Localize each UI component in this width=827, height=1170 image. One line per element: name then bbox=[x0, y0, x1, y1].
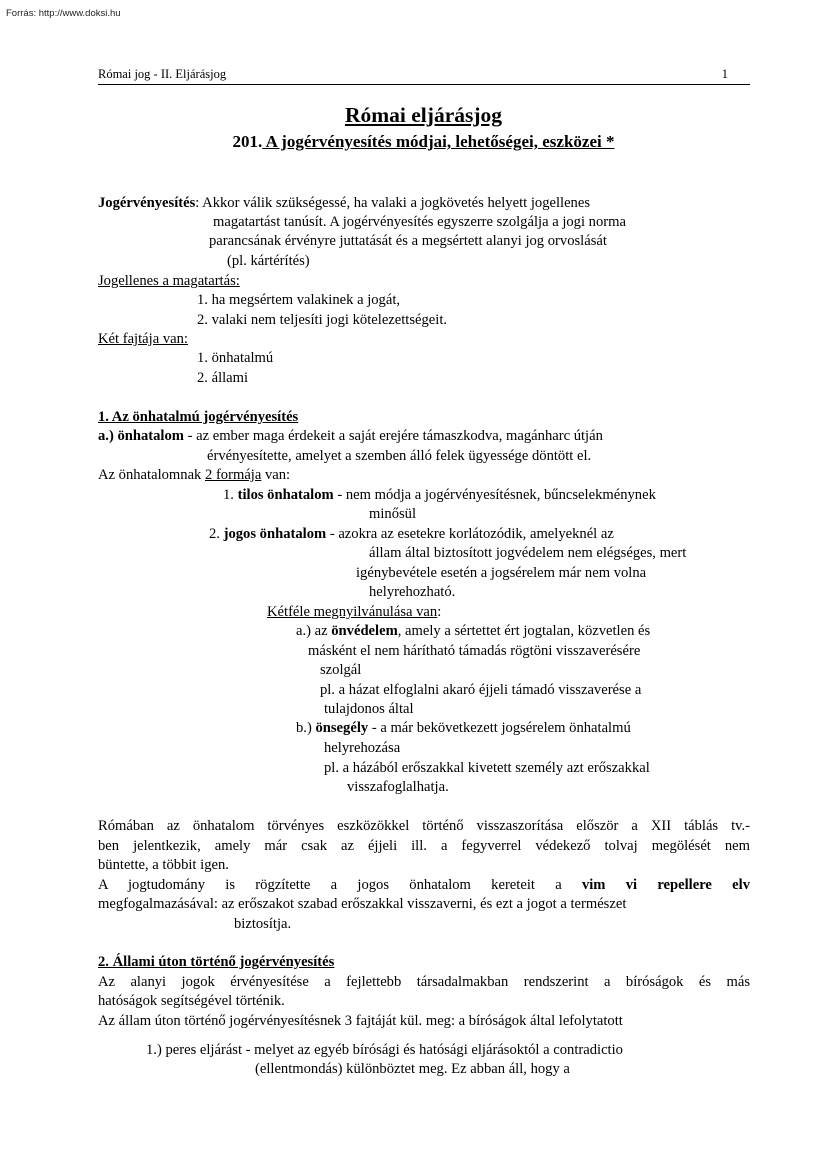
source-url: Forrás: http://www.doksi.hu bbox=[6, 8, 121, 19]
selfhelp-line-2: érvényesítette, amelyet a szemben álló felek ügyessége döntött el. bbox=[207, 448, 592, 464]
types-item-2: 2. állami bbox=[197, 370, 249, 386]
unlawful-item-2: 2. valaki nem teljesíti jogi kötelezettségeit. bbox=[197, 312, 448, 328]
selfdefense-line-2: másként el nem hárítható támadás rögtöni visszaverésére bbox=[308, 643, 641, 659]
doctrine-line-1: A jogtudomány is rögzítette a jogos önhatalom kereteit a vim vi repellere elv bbox=[98, 877, 750, 893]
selfdefense-example-1: pl. a házat elfoglalni akaró éjjeli támadó visszaverése a bbox=[320, 682, 642, 698]
types-item-1: 1. önhatalmú bbox=[197, 350, 274, 366]
definition-line-4: (pl. kártérítés) bbox=[227, 253, 310, 269]
rome-paragraph-line-1: Rómában az önhatalom törvényes eszközökkel történő visszaszorítása először a XII táblás tv.- bbox=[98, 818, 750, 834]
selfhelp-line-1: a.) önhatalom - az ember maga érdekeit a saját erejére támaszkodva, magánharc útján bbox=[98, 428, 603, 444]
manifestations-heading: Kétféle megnyilvánulása van: bbox=[267, 604, 442, 620]
lawful-line-1: 2. jogos önhatalom - azokra az esetekre korlátozódik, amelyeknél az bbox=[209, 526, 614, 542]
section-title: 201. A jogérvényesítés módjai, lehetőségei, eszközei * bbox=[232, 132, 615, 151]
forbidden-line-1: 1. tilos önhatalom - nem módja a jogérvényesítésnek, bűncselekménynek bbox=[223, 487, 656, 503]
state-paragraph-line-3: Az állam úton történő jogérvényesítésnek 3 fajtáját kül. meg: a bíróságok által lefolytatott bbox=[98, 1013, 623, 1029]
section-1-heading: 1. Az önhatalmú jogérvényesítés bbox=[98, 409, 299, 425]
lawful-line-3: igénybevétele esetén a jogsérelem már nem volna bbox=[356, 565, 647, 581]
definition-line-1: Jogérvényesítés: Akkor válik szükségessé, ha valaki a jogkövetés helyett jogellenes bbox=[98, 195, 591, 211]
unlawful-heading: Jogellenes a magatartás: bbox=[98, 273, 240, 289]
header-title: Római jog - II. Eljárásjog bbox=[98, 67, 227, 81]
selfdefense-example-2: tulajdonos által bbox=[324, 701, 414, 717]
document-title: Római eljárásjog bbox=[344, 103, 503, 127]
lawful-line-4: helyrehozható. bbox=[369, 584, 456, 600]
forbidden-line-2: minősül bbox=[369, 506, 417, 522]
litigation-line-2: (ellentmondás) különböztet meg. Ez abban áll, hogy a bbox=[255, 1061, 570, 1077]
unlawful-item-1: 1. ha megsértem valakinek a jogát, bbox=[197, 292, 401, 308]
page-number: 1 bbox=[721, 67, 728, 81]
selfhelp2-line-2: helyrehozása bbox=[324, 740, 401, 756]
definition-line-3: parancsának érvényre juttatását és a megsértett alanyi jog orvoslását bbox=[209, 233, 607, 249]
section-2-heading: 2. Állami úton történő jogérvényesítés bbox=[98, 954, 335, 970]
state-paragraph-line-2: hatóságok segítségével történik. bbox=[98, 993, 285, 1009]
rome-paragraph-line-3: büntette, a többit igen. bbox=[98, 857, 229, 873]
running-header bbox=[98, 67, 750, 85]
selfdefense-line-3: szolgál bbox=[320, 662, 362, 678]
selfhelp2-example-1: pl. a házából erőszakkal kivetett személy azt erőszakkal bbox=[324, 760, 650, 776]
rome-paragraph-line-2: ben jelentkezik, amely már csak az éjjeli ill. a fegyverrel védekező tolvaj megölését nem bbox=[98, 838, 750, 854]
selfhelp2-line-1: b.) önsegély - a már bekövetkezett jogsérelem önhatalmú bbox=[296, 720, 631, 736]
doctrine-line-3: biztosítja. bbox=[234, 916, 292, 932]
selfhelp2-example-2: visszafoglalhatja. bbox=[347, 779, 449, 795]
types-heading: Két fajtája van: bbox=[98, 331, 188, 347]
state-paragraph-line-1: Az alanyi jogok érvényesítése a fejlettebb társadalmakban rendszerint a bíróságok és más bbox=[98, 974, 750, 990]
lawful-line-2: állam által biztosított jogvédelem nem elégséges, mert bbox=[369, 545, 687, 561]
doctrine-line-2: megfogalmazásával: az erőszakot szabad erőszakkal visszaverni, és ezt a jogot a természet bbox=[98, 896, 627, 912]
litigation-line-1: 1.) peres eljárást - melyet az egyéb bírósági és hatósági eljárásoktól a contradictio bbox=[146, 1042, 623, 1058]
definition-term: Jogérvényesítés bbox=[98, 195, 196, 211]
definition-line-2: magatartást tanúsít. A jogérvényesítés egyszerre szolgálja a jogi norma bbox=[213, 214, 626, 230]
selfdefense-line-1: a.) az önvédelem, amely a sértettet ért jogtalan, közvetlen és bbox=[296, 623, 651, 639]
forms-line: Az önhatalomnak 2 formája van: bbox=[98, 467, 291, 483]
